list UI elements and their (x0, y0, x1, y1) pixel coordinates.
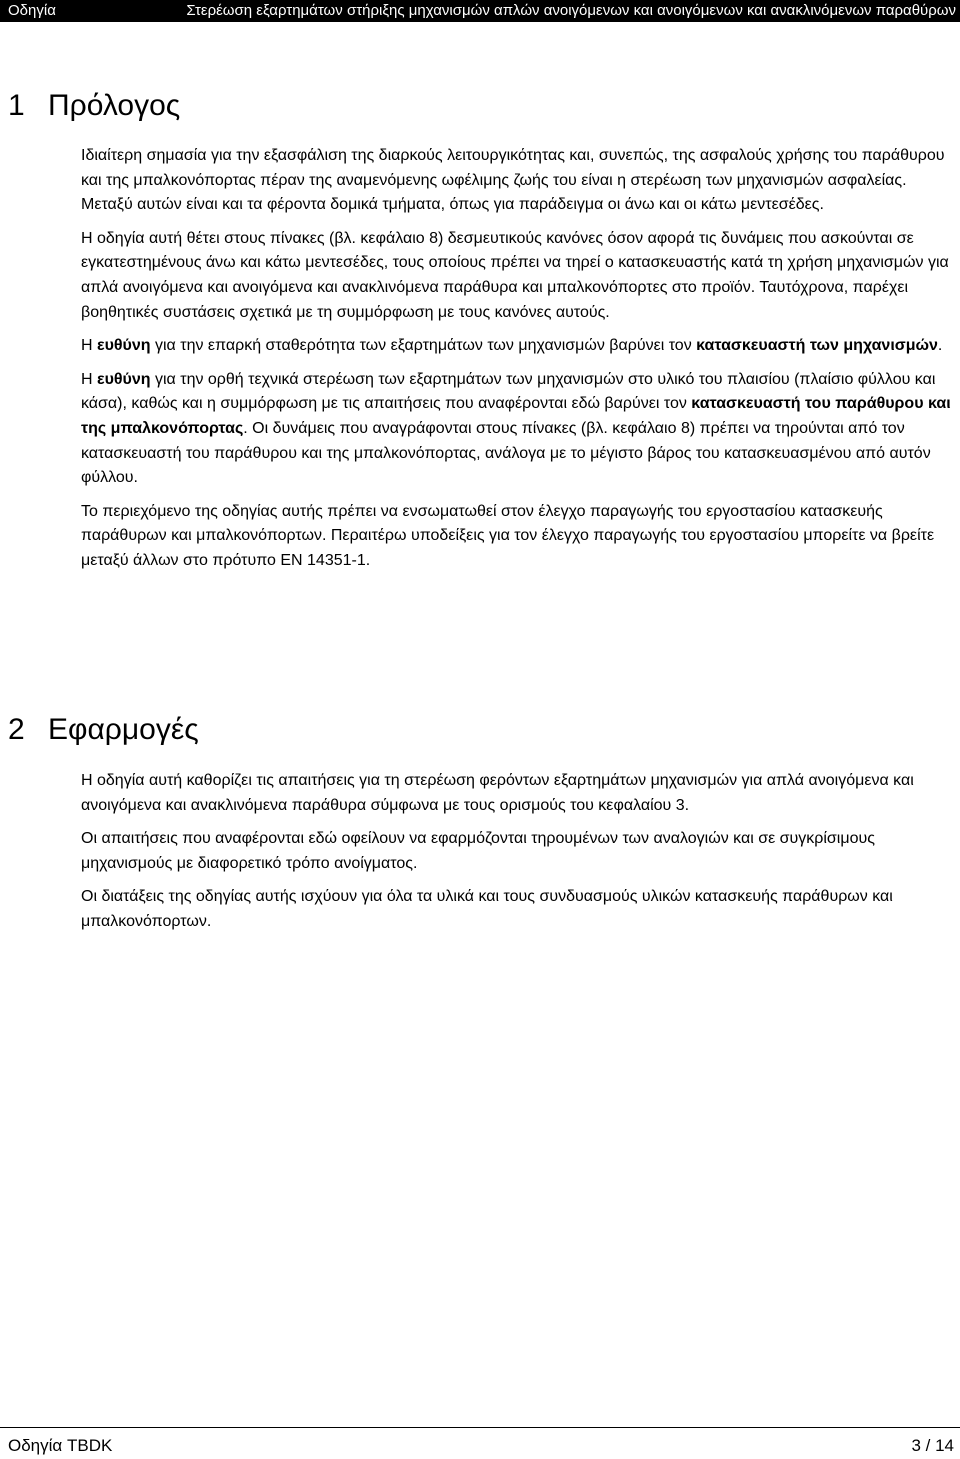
paragraph: Το περιεχόμενο της οδηγίας αυτής πρέπει να ενσωματωθεί στον έλεγχο παραγωγής του εργοστασίου κατασκευής παράθυρων και μπαλκονόπορτων. Περαιτέρω υποδείξεις για τον έλεγχο παραγωγής του εργοστασίου μπορείτε να βρείτε μεταξύ άλλων στο πρότυπο EN 14351-1. (81, 502, 935, 569)
paragraph: Η ευθύνη για την επαρκή σταθερότητα των εξαρτημάτων των μηχανισμών βαρύνει τον κατασκευαστή των μηχανισμών. (81, 337, 943, 355)
header-doc-type: Οδηγία (8, 2, 56, 19)
bold-term: ευθύνη (97, 337, 151, 355)
section-1-number: 1 (8, 89, 25, 122)
bold-term: ευθύνη (97, 370, 151, 388)
footer-divider (0, 1427, 960, 1428)
footer-doc-name: Οδηγία TBDK (8, 1436, 113, 1455)
section-1-body (81, 144, 957, 583)
page-number: 3 / 14 (911, 1436, 954, 1455)
header-doc-title: Στερέωση εξαρτημάτων στήριξης μηχανισμών απλών ανοιγόμενων και ανοιγόμενων και ανακλινόμενων παραθύρων (186, 2, 956, 19)
section-1-title: Πρόλογος (48, 89, 181, 122)
page-header (0, 0, 960, 22)
paragraph: Οι διατάξεις της οδηγίας αυτής ισχύουν για όλα τα υλικά και τους συνδυασμούς υλικών κατασκευής παράθυρων και μπαλκονόπορτων. (81, 888, 893, 930)
bold-term: κατασκευαστή των μηχανισμών (696, 337, 938, 355)
bold-term: κατασκευαστή του παράθυρου και της μπαλκονόπορτας (81, 395, 951, 437)
paragraph: Η οδηγία αυτή καθορίζει τις απαιτήσεις για τη στερέωση φερόντων εξαρτημάτων μηχανισμών για απλά ανοιγόμενα και ανοιγόμενα και ανακλινόμενα παράθυρα σύμφωνα με τους ορισμούς του κεφαλαίου 3. (81, 772, 914, 814)
section-2-number: 2 (8, 713, 25, 746)
section-2-heading (8, 712, 199, 748)
paragraph: Οι απαιτήσεις που αναφέρονται εδώ οφείλουν να εφαρμόζονται τηρουμένων των αναλογιών και σε συγκρίσιμους μηχανισμούς με διαφορετικό τρόπο ανοίγματος. (81, 830, 875, 872)
paragraph: Η ευθύνη για την ορθή τεχνικά στερέωση των εξαρτημάτων των μηχανισμών στο υλικό του πλαισίου (πλαίσιο φύλλου και κάσα), καθώς και η συμμόρφωση με τις απαιτήσεις που αναφέρονται εδώ βαρύνει τον κατασκευαστή του παράθυρου και της μπαλκονόπορτας. Οι δυνάμεις που αναγράφονται στους πίνακες (βλ. κεφάλαιο 8) πρέπει να τηρούνται από τον κατασκευαστή του παράθυρου και της μπαλκονόπορτας, ανάλογα με το μέγιστο βάρος του κατασκευασμένου από αυτόν φύλλου. (81, 370, 951, 487)
section-2-body (81, 769, 957, 944)
paragraph: Η οδηγία αυτή θέτει στους πίνακες (βλ. κεφάλαιο 8) δεσμευτικούς κανόνες όσον αφορά τις δυνάμεις που ασκούνται σε εγκατεστημένους άνω και κάτω μεντεσέδες, τους οποίους πρέπει να τηρεί ο κατασκευαστής κατά τη χρήση μηχανισμών για απλά ανοιγόμενα και ανοιγόμενα και ανακλινόμενα παράθυρα και μπαλκονόπορτες στο προϊόν. Ταυτόχρονα, παρέχει βοηθητικές συστάσεις σχετικά με τη συμμόρφωση με τους κανόνες αυτούς. (81, 229, 949, 321)
section-1-heading (8, 88, 180, 124)
section-2-title: Εφαρμογές (48, 713, 199, 746)
paragraph: Ιδιαίτερη σημασία για την εξασφάλιση της διαρκούς λειτουργικότητας και, συνεπώς, της ασφαλούς χρήσης του παράθυρου και της μπαλκονόπορτας πέραν της αναμενόμενης ωφέλιμης ζωής του είναι η στερέωση των μηχανισμών ασφαλείας. Μεταξύ αυτών είναι και τα φέροντα δομικά τμήματα, όπως για παράδειγμα οι άνω και οι κάτω μεντεσέδες. (81, 147, 945, 214)
